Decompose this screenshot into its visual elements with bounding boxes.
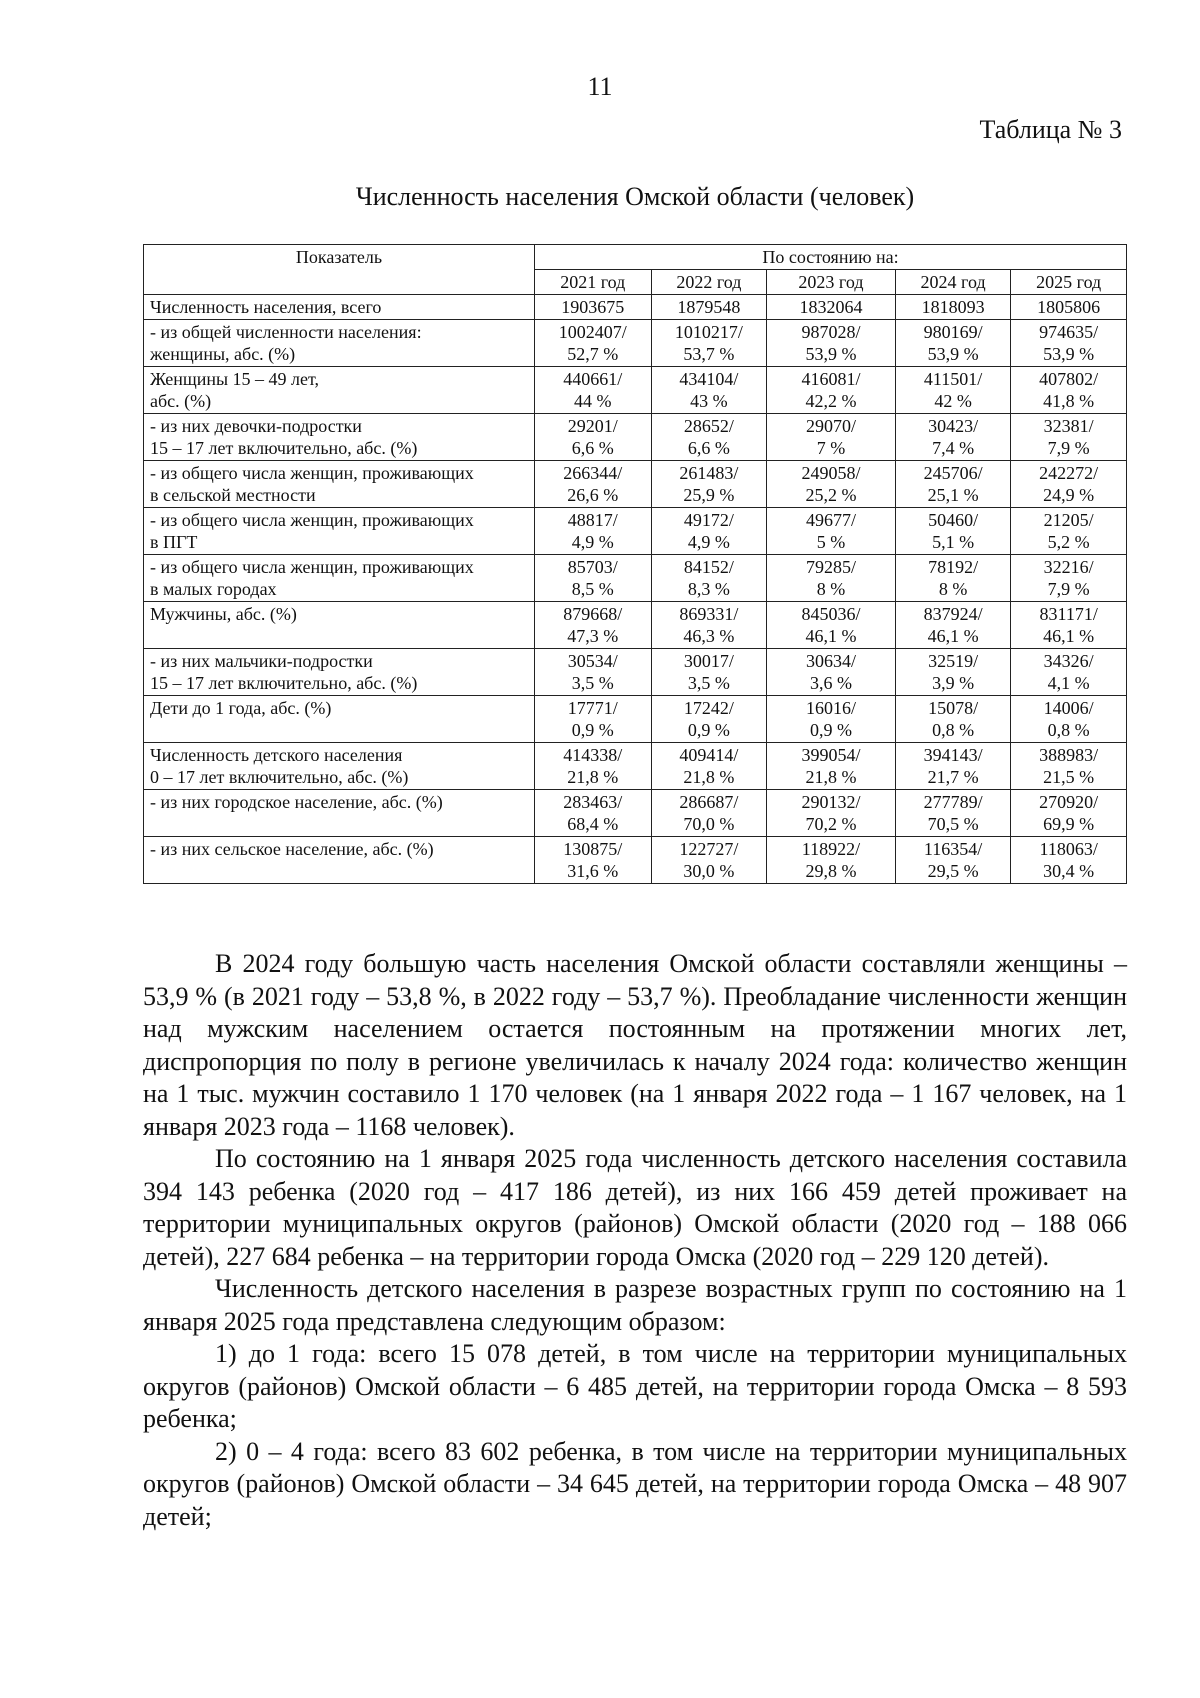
value-abs: 85703/ [567, 557, 618, 577]
value-pct: 21,7 % [927, 767, 979, 787]
value-cell [895, 555, 1011, 602]
value-pct: 25,1 % [927, 485, 979, 505]
value-cell [895, 649, 1011, 696]
value-pct: 46,3 % [683, 626, 735, 646]
indicator-cell [144, 320, 535, 367]
value-abs: 290132/ [801, 792, 861, 812]
value-cell [767, 649, 896, 696]
value-abs: 84152/ [683, 557, 734, 577]
indicator-text: в малых городах [150, 579, 277, 599]
value-abs: 388983/ [1039, 745, 1099, 765]
value-pct: 21,5 % [1043, 767, 1095, 787]
value-abs: 987028/ [801, 322, 861, 342]
list-item: 1) до 1 года: всего 15 078 детей, в том числе на территории муниципальных округов (районов) Омской области – 6 485 детей, на территории города Омска – 8 593 ребенка; [143, 1339, 1127, 1433]
value-abs: 283463/ [563, 792, 623, 812]
value-pct: 21,8 % [567, 767, 619, 787]
value-cell [1011, 508, 1127, 555]
value-abs: 49677/ [805, 510, 856, 530]
value-cell [651, 743, 767, 790]
value-pct: 8 % [938, 579, 968, 599]
value-abs: 242272/ [1039, 463, 1099, 483]
header-date-group: По состоянию на: [534, 245, 1126, 270]
value-cell [767, 602, 896, 649]
value-cell [534, 602, 651, 649]
value-pct: 0,9 % [571, 720, 614, 740]
population-table [143, 244, 1127, 884]
value-cell [895, 837, 1011, 884]
header-year: 2024 год [895, 270, 1011, 295]
value-cell [651, 295, 767, 320]
value-pct: 31,6 % [567, 861, 619, 881]
value-pct: 0,8 % [932, 720, 975, 740]
indicator-text: 15 – 17 лет включительно, абс. (%) [150, 673, 418, 693]
value-abs: 32519/ [928, 651, 979, 671]
value-cell [767, 837, 896, 884]
value-abs: 118922/ [801, 839, 861, 859]
value-cell [534, 555, 651, 602]
indicator-cell [144, 602, 535, 649]
value-abs: 30017/ [683, 651, 734, 671]
indicator-text: - из них девочки-подростки [150, 416, 362, 436]
value-cell [767, 696, 896, 743]
indicator-cell [144, 649, 535, 696]
value-cell [651, 696, 767, 743]
value-pct: 0,9 % [809, 720, 852, 740]
table-row [144, 555, 1127, 602]
value-cell [895, 295, 1011, 320]
value-cell [1011, 320, 1127, 367]
value-cell [534, 320, 651, 367]
value-abs: 16016/ [805, 698, 856, 718]
table-row [144, 602, 1127, 649]
page-number: 11 [587, 72, 613, 101]
value-pct: 70,0 % [683, 814, 735, 834]
value-cell [651, 790, 767, 837]
value-pct: 21,8 % [805, 767, 857, 787]
value-cell [767, 790, 896, 837]
value-abs: 411501/ [923, 369, 983, 389]
value-cell [767, 743, 896, 790]
paragraph: В 2024 году большую часть населения Омской области составляли женщины – 53,9 % (в 2021 году – 53,8 %, в 2022 году – 53,7 %). Преобладание численности женщин над мужским населением остается постоянным на протяжении многих лет, диспропорция по полу в регионе увеличилась к началу 2024 года: количество женщин на 1 тыс. мужчин составило 1 170 человек (на 1 января 2022 года – 1 167 человек, на 1 января 2023 года – 1168 человек). [143, 949, 1127, 1141]
value-abs: 879668/ [563, 604, 623, 624]
indicator-text: - из них сельское население, абс. (%) [150, 839, 434, 859]
table-header [144, 245, 1127, 295]
indicator-text: - из них мальчики-подростки [150, 651, 373, 671]
indicator-cell [144, 790, 535, 837]
table-row [144, 367, 1127, 414]
value-pct: 52,7 % [567, 344, 619, 364]
body-text [143, 948, 1127, 1533]
value-pct: 46,1 % [805, 626, 857, 646]
indicator-text: Женщины 15 – 49 лет, [150, 369, 320, 389]
table-row [144, 743, 1127, 790]
value-cell [895, 696, 1011, 743]
value-pct: 24,9 % [1043, 485, 1095, 505]
header-year: 2025 год [1011, 270, 1127, 295]
value-cell [895, 602, 1011, 649]
value-cell [1011, 602, 1127, 649]
value-cell [534, 743, 651, 790]
value-cell [534, 295, 651, 320]
value-cell [1011, 790, 1127, 837]
value-abs: 440661/ [563, 369, 623, 389]
indicator-cell [144, 508, 535, 555]
table-row [144, 649, 1127, 696]
value-pct: 4,9 % [687, 532, 730, 552]
indicator-cell [144, 696, 535, 743]
table-row [144, 508, 1127, 555]
indicator-text: Мужчины, абс. (%) [150, 604, 297, 624]
value-abs: 394143/ [923, 745, 983, 765]
indicator-text: - из общего числа женщин, проживающих [150, 557, 474, 577]
indicator-text: женщины, абс. (%) [150, 344, 296, 364]
value-abs: 869331/ [679, 604, 739, 624]
value-pct: 46,1 % [1043, 626, 1095, 646]
value-pct: 29,8 % [805, 861, 857, 881]
value-abs: 1818093 [921, 297, 985, 317]
value-cell [651, 461, 767, 508]
value-abs: 1903675 [561, 297, 625, 317]
indicator-text: - из общего числа женщин, проживающих [150, 510, 474, 530]
indicator-text: в ПГТ [150, 532, 198, 552]
value-pct: 7,4 % [932, 438, 975, 458]
value-cell [767, 320, 896, 367]
table-row [144, 837, 1127, 884]
value-abs: 49172/ [683, 510, 734, 530]
value-pct: 42,2 % [805, 391, 857, 411]
value-pct: 53,7 % [683, 344, 735, 364]
table-row [144, 461, 1127, 508]
value-cell [767, 295, 896, 320]
value-abs: 17242/ [683, 698, 734, 718]
value-pct: 0,9 % [687, 720, 730, 740]
value-cell [1011, 649, 1127, 696]
value-abs: 845036/ [801, 604, 861, 624]
value-abs: 78192/ [928, 557, 979, 577]
header-year: 2023 год [767, 270, 896, 295]
value-abs: 130875/ [563, 839, 623, 859]
header-indicator: Показатель [144, 245, 535, 295]
value-cell [534, 508, 651, 555]
value-pct: 68,4 % [567, 814, 619, 834]
table-title: Численность населения Омской области (человек) [355, 182, 915, 211]
value-abs: 407802/ [1039, 369, 1099, 389]
value-cell [651, 555, 767, 602]
value-abs: 30423/ [928, 416, 979, 436]
value-abs: 261483/ [679, 463, 739, 483]
value-abs: 48817/ [567, 510, 618, 530]
indicator-cell [144, 743, 535, 790]
value-cell [1011, 367, 1127, 414]
indicator-text: Численность населения, всего [150, 297, 382, 317]
value-pct: 30,4 % [1043, 861, 1095, 881]
value-pct: 5 % [816, 532, 846, 552]
indicator-text: 0 – 17 лет включительно, абс. (%) [150, 767, 409, 787]
value-cell [895, 367, 1011, 414]
value-cell [534, 790, 651, 837]
value-cell [1011, 555, 1127, 602]
value-pct: 25,2 % [805, 485, 857, 505]
value-pct: 44 % [574, 391, 612, 411]
value-pct: 3,5 % [687, 673, 730, 693]
value-abs: 831171/ [1039, 604, 1098, 624]
value-abs: 1805806 [1037, 297, 1101, 317]
value-pct: 53,9 % [927, 344, 979, 364]
value-cell [651, 602, 767, 649]
value-cell [534, 837, 651, 884]
value-pct: 53,9 % [805, 344, 857, 364]
value-pct: 8,3 % [687, 579, 730, 599]
header-year: 2022 год [651, 270, 767, 295]
value-cell [534, 367, 651, 414]
value-pct: 5,1 % [932, 532, 975, 552]
value-pct: 46,1 % [927, 626, 979, 646]
value-pct: 7 % [816, 438, 846, 458]
paragraph: Численность детского населения в разрезе возрастных групп по состоянию на 1 января 2025 года представлена следующим образом: [143, 1274, 1127, 1336]
value-pct: 6,6 % [571, 438, 614, 458]
table-body [144, 295, 1127, 884]
value-pct: 8 % [816, 579, 846, 599]
indicator-text: Численность детского населения [150, 745, 403, 765]
value-cell [651, 837, 767, 884]
table-row [144, 790, 1127, 837]
indicator-cell [144, 414, 535, 461]
value-pct: 7,9 % [1047, 579, 1090, 599]
indicator-text: - из них городское население, абс. (%) [150, 792, 443, 812]
value-cell [895, 790, 1011, 837]
value-abs: 1010217/ [674, 322, 743, 342]
value-pct: 25,9 % [683, 485, 735, 505]
value-cell [895, 414, 1011, 461]
table-row [144, 414, 1127, 461]
value-pct: 0,8 % [1047, 720, 1090, 740]
value-cell [1011, 414, 1127, 461]
value-cell [767, 555, 896, 602]
value-abs: 118063/ [1039, 839, 1098, 859]
value-abs: 414338/ [563, 745, 623, 765]
value-cell [767, 508, 896, 555]
value-abs: 14006/ [1043, 698, 1094, 718]
value-abs: 1002407/ [558, 322, 627, 342]
value-cell [534, 461, 651, 508]
value-abs: 974635/ [1039, 322, 1099, 342]
value-cell [767, 367, 896, 414]
value-pct: 4,9 % [571, 532, 614, 552]
value-cell [651, 649, 767, 696]
table-label: Таблица № 3 [979, 115, 1122, 144]
value-cell [1011, 696, 1127, 743]
indicator-cell [144, 367, 535, 414]
value-cell [895, 508, 1011, 555]
value-abs: 116354/ [923, 839, 983, 859]
value-abs: 434104/ [679, 369, 739, 389]
value-pct: 70,2 % [805, 814, 857, 834]
value-cell [651, 414, 767, 461]
value-abs: 249058/ [801, 463, 861, 483]
value-cell [651, 367, 767, 414]
table-row [144, 320, 1127, 367]
value-abs: 17771/ [567, 698, 618, 718]
value-cell [534, 649, 651, 696]
value-pct: 43 % [690, 391, 728, 411]
indicator-text: Дети до 1 года, абс. (%) [150, 698, 332, 718]
indicator-text: - из общей численности населения: [150, 322, 422, 342]
value-pct: 47,3 % [567, 626, 619, 646]
paragraph: По состоянию на 1 января 2025 года численность детского населения составила 394 143 ребенка (2020 год – 417 186 детей), из них 166 459 детей проживает на территории муниципальных округов (районов) Омской области (2020 год – 188 066 детей), 227 684 ребенка – на территории города Омска (2020 год – 229 120 детей). [143, 1144, 1127, 1271]
value-abs: 30534/ [567, 651, 618, 671]
indicator-text: абс. (%) [150, 391, 212, 411]
value-cell [534, 696, 651, 743]
value-pct: 30,0 % [683, 861, 735, 881]
value-pct: 29,5 % [927, 861, 979, 881]
value-abs: 409414/ [679, 745, 739, 765]
value-abs: 79285/ [805, 557, 856, 577]
value-cell [767, 414, 896, 461]
header-year: 2021 год [534, 270, 651, 295]
value-pct: 3,9 % [932, 673, 975, 693]
indicator-cell [144, 295, 535, 320]
value-pct: 6,6 % [687, 438, 730, 458]
value-abs: 399054/ [801, 745, 861, 765]
value-pct: 3,5 % [571, 673, 614, 693]
value-pct: 4,1 % [1047, 673, 1090, 693]
value-pct: 7,9 % [1047, 438, 1090, 458]
value-abs: 50460/ [928, 510, 979, 530]
value-pct: 21,8 % [683, 767, 735, 787]
value-pct: 26,6 % [567, 485, 619, 505]
indicator-cell [144, 837, 535, 884]
value-pct: 3,6 % [809, 673, 852, 693]
value-pct: 8,5 % [571, 579, 614, 599]
value-cell [895, 743, 1011, 790]
value-cell [651, 320, 767, 367]
value-cell [534, 414, 651, 461]
value-abs: 1832064 [799, 297, 863, 317]
value-cell [1011, 295, 1127, 320]
value-abs: 980169/ [923, 322, 983, 342]
value-cell [895, 320, 1011, 367]
value-cell [651, 508, 767, 555]
value-cell [767, 461, 896, 508]
value-pct: 42 % [934, 391, 972, 411]
value-abs: 21205/ [1043, 510, 1094, 530]
value-pct: 41,8 % [1043, 391, 1095, 411]
table-row [144, 295, 1127, 320]
value-cell [895, 461, 1011, 508]
value-abs: 28652/ [683, 416, 734, 436]
value-abs: 32381/ [1043, 416, 1094, 436]
value-cell [1011, 461, 1127, 508]
value-abs: 286687/ [679, 792, 739, 812]
value-abs: 29201/ [567, 416, 618, 436]
value-cell [1011, 743, 1127, 790]
indicator-cell [144, 555, 535, 602]
value-abs: 837924/ [923, 604, 983, 624]
list-item: 2) 0 – 4 года: всего 83 602 ребенка, в том числе на территории муниципальных округов (районов) Омской области – 34 645 детей, на территории города Омска – 48 907 детей; [143, 1436, 1127, 1531]
value-abs: 34326/ [1043, 651, 1094, 671]
value-pct: 69,9 % [1043, 814, 1095, 834]
value-pct: 53,9 % [1043, 344, 1095, 364]
value-pct: 70,5 % [927, 814, 979, 834]
value-abs: 1879548 [677, 297, 741, 317]
value-abs: 15078/ [928, 698, 979, 718]
value-abs: 266344/ [563, 463, 623, 483]
indicator-text: в сельской местности [150, 485, 316, 505]
value-abs: 32216/ [1043, 557, 1094, 577]
value-abs: 122727/ [679, 839, 739, 859]
value-abs: 30634/ [805, 651, 856, 671]
table-row [144, 696, 1127, 743]
indicator-text: - из общего числа женщин, проживающих [150, 463, 474, 483]
indicator-cell [144, 461, 535, 508]
value-pct: 5,2 % [1047, 532, 1090, 552]
value-abs: 416081/ [801, 369, 861, 389]
value-abs: 270920/ [1039, 792, 1099, 812]
value-abs: 29070/ [805, 416, 856, 436]
value-abs: 277789/ [923, 792, 983, 812]
indicator-text: 15 – 17 лет включительно, абс. (%) [150, 438, 418, 458]
value-cell [1011, 837, 1127, 884]
value-abs: 245706/ [923, 463, 983, 483]
